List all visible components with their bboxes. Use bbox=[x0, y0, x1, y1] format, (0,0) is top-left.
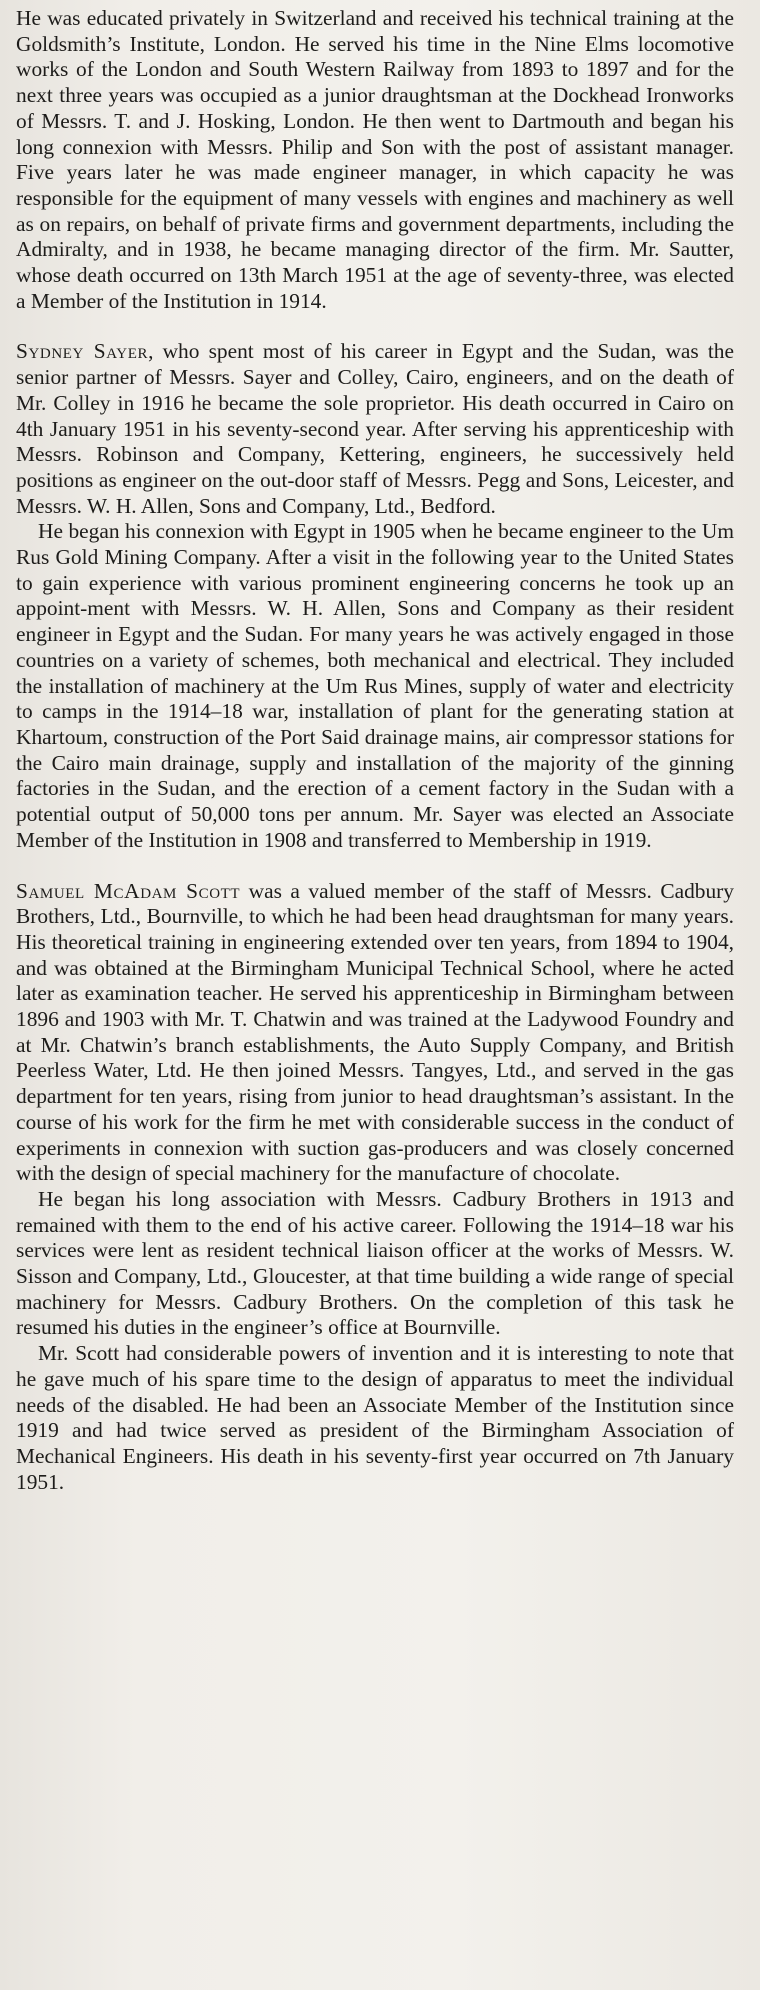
obituary-entry-sautter bbox=[16, 6, 734, 314]
paragraph-lead-text: was a valued member of the staff of Messrs. Cadbury Brothers, Ltd., Bournville, to which he had been head draughtsman for many years. His theoretical training in engineering extended over ten years, from 1894 to 1904, and was obtained at the Birmingham Municipal Technical School, where he acted later as examination teacher. He served his apprenticeship in Birmingham between 1896 and 1903 with Mr. T. Chatwin and was trained at the Ladywood Foundry and at Mr. Chatwin’s branch establishments, the Auto Supply Company, and British Peerless Water, Ltd. He then joined Messrs. Tangyes, Ltd., and served in the gas department for ten years, rising from junior to head draughtsman’s assistant. In the course of his work for the firm he met with considerable success in the conduct of experiments in connexion with suction gas-producers and was closely concerned with the design of special machinery for the manufacture of chocolate. bbox=[16, 878, 734, 1186]
paragraph bbox=[16, 879, 734, 1187]
paragraph: Mr. Scott had considerable powers of invention and it is interesting to note that he gave much of his spare time to the design of apparatus to meet the individual needs of the disabled. He had been an Associate Member of the Institution since 1919 and had twice served as president of the Birmingham Association of Mechanical Engineers. His death in his seventy-first year occurred on 7th January 1951. bbox=[16, 1341, 734, 1494]
paragraph: He was educated privately in Switzerland and received his technical training at the Goldsmith’s Institute, London. He served his time in the Nine Elms locomotive works of the London and South Western Railway from 1893 to 1897 and for the next three years was occupied as a junior draughtsman at the Dockhead Ironworks of Messrs. T. and J. Hosking, London. He then went to Dartmouth and began his long connexion with Messrs. Philip and Son with the post of assistant manager. Five years later he was made engineer manager, in which capacity he was responsible for the equipment of many vessels with engines and machinery as well as on repairs, on behalf of private firms and government departments, including the Admiralty, and in 1938, he became managing director of the firm. Mr. Sautter, whose death occurred on 13th March 1951 at the age of seventy-three, was elected a Member of the Institution in 1914. bbox=[16, 6, 734, 313]
paragraph-lead-text: , who spent most of his career in Egypt and the Sudan, was the senior partner of Messrs. Sayer and Colley, Cairo, engineers, and on the death of Mr. Colley in 1916 he became the sole proprietor. His death occurred in Cairo on 4th January 1951 in his seventy-second year. After serving his apprenticeship with Messrs. Robinson and Company, Kettering, engineers, he successively held positions as engineer on the out-door staff of Messrs. Pegg and Sons, Leicester, and Messrs. W. H. Allen, Sons and Company, Ltd., Bedford. bbox=[16, 339, 734, 518]
obituary-entry-sayer bbox=[16, 339, 734, 853]
paragraph: He began his connexion with Egypt in 1905 when he became engineer to the Um Rus Gold Mining Company. After a visit in the following year to the United States to gain experience with various prominent engineering concerns he took up an appoint-ment with Messrs. W. H. Allen, Sons and Company as their resident engineer in Egypt and the Sudan. For many years he was actively engaged in those countries on a variety of schemes, both mechanical and electrical. They included the installation of machinery at the Um Rus Mines, supply of water and electricity to camps in the 1914–18 war, installation of plant for the generating station at Khartoum, construction of the Port Said drainage mains, air compressor stations for the Cairo main drainage, supply and installation of the majority of the ginning factories in the Sudan, and the erection of a cement factory in the Sudan with a potential output of 50,000 tons per annum. Mr. Sayer was elected an Associate Member of the Institution in 1908 and transferred to Membership in 1919. bbox=[16, 519, 734, 852]
obituary-entry-scott bbox=[16, 879, 734, 1496]
person-name: Samuel McAdam Scott bbox=[16, 878, 241, 903]
paragraph bbox=[16, 339, 734, 519]
person-name: Sydney Sayer bbox=[16, 339, 149, 364]
paragraph: He began his long association with Messrs. Cadbury Brothers in 1913 and remained with them to the end of his active career. Following the 1914–18 war his services were lent as resident technical liaison officer at the works of Messrs. W. Sisson and Company, Ltd., Gloucester, at that time building a wide range of special machinery for Messrs. Cadbury Brothers. On the completion of this task he resumed his duties in the engineer’s office at Bournville. bbox=[16, 1186, 734, 1340]
